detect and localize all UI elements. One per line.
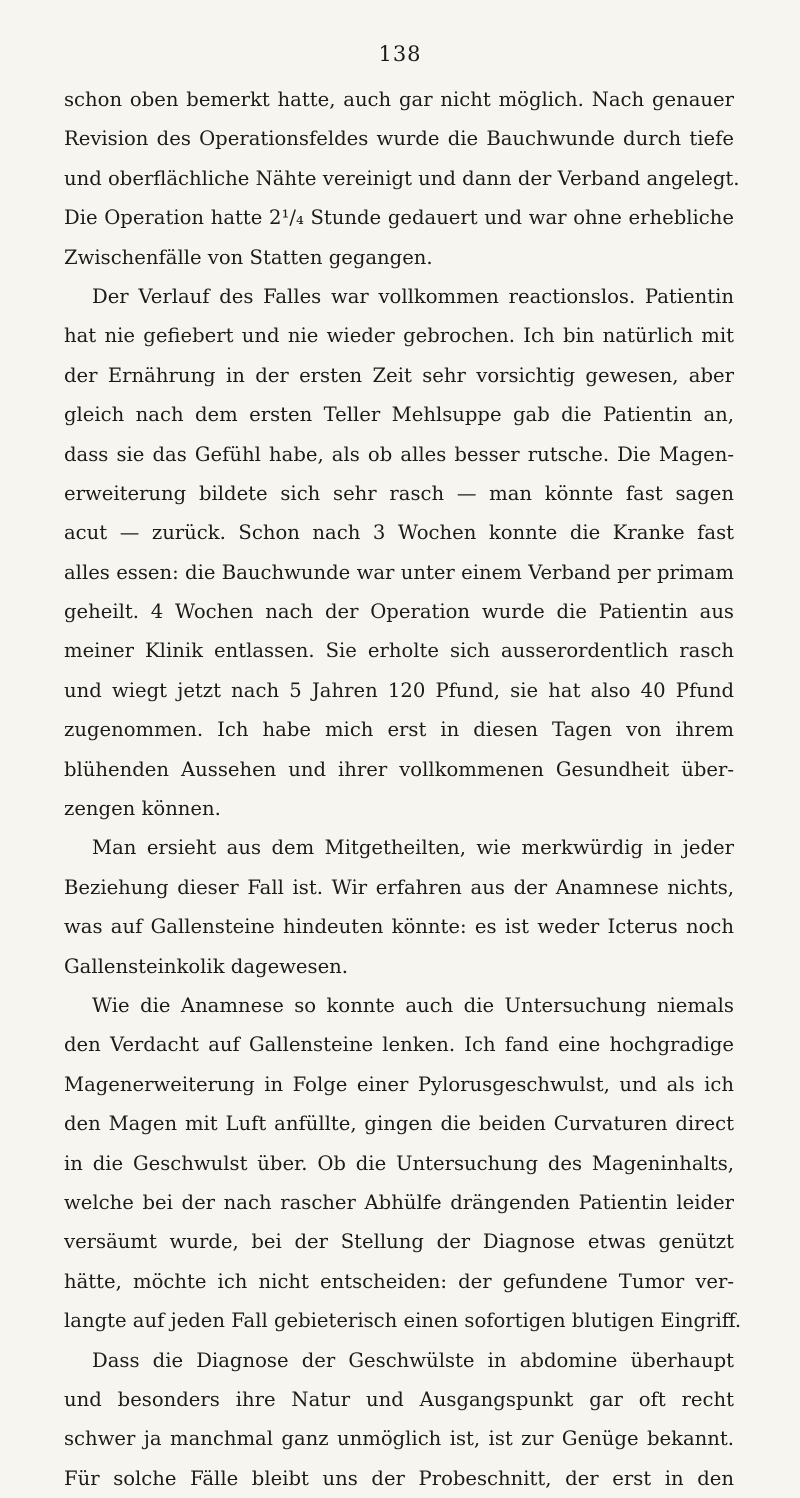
text-line: und oberflächliche Nähte vereinigt und dann der Verband angelegt. — [64, 159, 734, 198]
text-line: Revision des Operationsfeldes wurde die Bauchwunde durch tiefe — [64, 119, 734, 158]
paragraph-3 — [64, 828, 734, 986]
text-line: acut — zurück. Schon nach 3 Wochen konnte die Kranke fast — [64, 513, 734, 552]
text-line: Gallensteinkolik dagewesen. — [64, 947, 734, 986]
text-line: hat nie gefiebert und nie wieder gebrochen. Ich bin natürlich mit — [64, 316, 734, 355]
text-line: Dass die Diagnose der Geschwülste in abdomine überhaupt — [64, 1341, 734, 1380]
text-line: meiner Klinik entlassen. Sie erholte sich ausserordentlich rasch — [64, 631, 734, 670]
text-line: Für solche Fälle bleibt uns der Probeschnitt, der erst in den — [64, 1459, 734, 1498]
paragraph-5 — [64, 1341, 734, 1498]
text-line: Magenerweiterung in Folge einer Pylorusgeschwulst, und als ich — [64, 1065, 734, 1104]
text-line: schwer ja manchmal ganz unmöglich ist, ist zur Genüge bekannt. — [64, 1419, 734, 1458]
paragraph-1 — [64, 80, 734, 277]
text-line: den Verdacht auf Gallensteine lenken. Ich fand eine hochgradige — [64, 1025, 734, 1064]
text-line: dass sie das Gefühl habe, als ob alles besser rutsche. Die Magen- — [64, 435, 734, 474]
text-line: alles essen: die Bauchwunde war unter einem Verband per primam — [64, 553, 734, 592]
page-number: 138 — [0, 42, 800, 66]
text-line: hätte, möchte ich nicht entscheiden: der gefundene Tumor ver- — [64, 1262, 734, 1301]
text-line: und besonders ihre Natur und Ausgangspunkt gar oft recht — [64, 1380, 734, 1419]
text-line: zugenommen. Ich habe mich erst in diesen Tagen von ihrem — [64, 710, 734, 749]
text-line: und wiegt jetzt nach 5 Jahren 120 Pfund, sie hat also 40 Pfund — [64, 671, 734, 710]
text-line: Man ersieht aus dem Mitgetheilten, wie merkwürdig in jeder — [64, 828, 734, 867]
text-line: blühenden Aussehen und ihrer vollkommenen Gesundheit über- — [64, 750, 734, 789]
text-line: zengen können. — [64, 789, 734, 828]
text-line: Wie die Anamnese so konnte auch die Untersuchung niemals — [64, 986, 734, 1025]
text-line: versäumt wurde, bei der Stellung der Diagnose etwas genützt — [64, 1222, 734, 1261]
text-line: gleich nach dem ersten Teller Mehlsuppe gab die Patientin an, — [64, 395, 734, 434]
text-line: schon oben bemerkt hatte, auch gar nicht möglich. Nach genauer — [64, 80, 734, 119]
body-text — [64, 80, 734, 1498]
text-line: Die Operation hatte 2¹/₄ Stunde gedauert und war ohne erhebliche — [64, 198, 734, 237]
text-line: in die Geschwulst über. Ob die Untersuchung des Mageninhalts, — [64, 1144, 734, 1183]
text-line: was auf Gallensteine hindeuten könnte: es ist weder Icterus noch — [64, 907, 734, 946]
paragraph-4 — [64, 986, 734, 1341]
text-line: Der Verlauf des Falles war vollkommen reactionslos. Patientin — [64, 277, 734, 316]
text-line: langte auf jeden Fall gebieterisch einen sofortigen blutigen Eingriff. — [64, 1301, 734, 1340]
text-line: den Magen mit Luft anfüllte, gingen die beiden Curvaturen direct — [64, 1104, 734, 1143]
text-line: geheilt. 4 Wochen nach der Operation wurde die Patientin aus — [64, 592, 734, 631]
text-line: Beziehung dieser Fall ist. Wir erfahren aus der Anamnese nichts, — [64, 868, 734, 907]
text-line: Zwischenfälle von Statten gegangen. — [64, 238, 734, 277]
text-line: der Ernährung in der ersten Zeit sehr vorsichtig gewesen, aber — [64, 356, 734, 395]
text-line: welche bei der nach rascher Abhülfe drängenden Patientin leider — [64, 1183, 734, 1222]
paragraph-2 — [64, 277, 734, 828]
text-line: erweiterung bildete sich sehr rasch — man könnte fast sagen — [64, 474, 734, 513]
